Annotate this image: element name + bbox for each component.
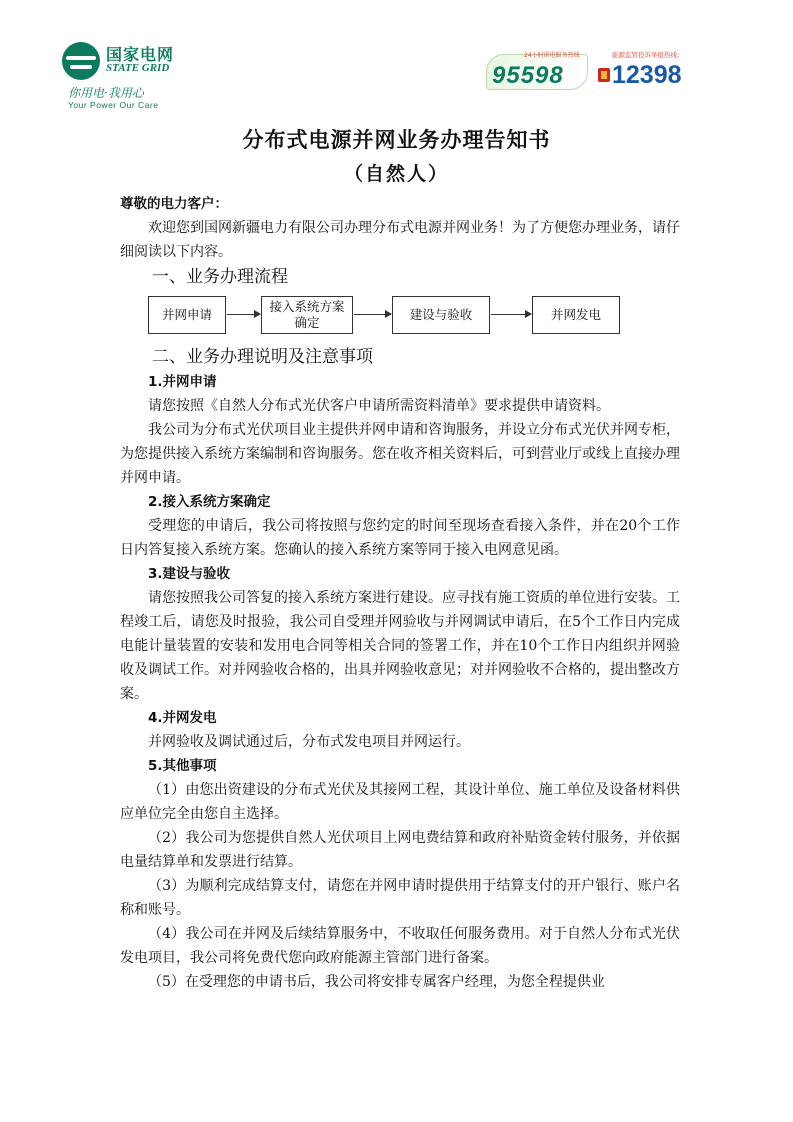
item-4-para-1: 并网验收及调试通过后，分布式发电项目并网运行。 (148, 734, 470, 750)
document-subtitle: （自然人） (343, 163, 449, 185)
intro-paragraph: 欢迎您到国网新疆电力有限公司办理分布式电源并网业务！为了方便您办理业务，请仔细阅读以下内容。 (120, 220, 680, 260)
flow-arrow-3 (491, 314, 531, 315)
item-1-para-2: 我公司为分布式光伏项目业主提供并网申请和咨询服务，并设立分布式光伏并网专柜，为您提供接入系统方案编制和咨询服务。您在收齐相关资料后，可到营业厅或线上直接办理并网申请。 (120, 422, 680, 486)
flow-step-1: 并网申请 (148, 296, 226, 334)
item-5-para-1: （1）由您出资建设的分布式光伏及其接网工程，其设计单位、施工单位及设备材料供应单位完全由您自主选择。 (120, 782, 680, 822)
item-2-para-1: 受理您的申请后，我公司将按照与您约定的时间至现场查看接入条件，并在20个工作日内答复接入系统方案。您确认的接入系统方案等同于接入电网意见函。 (120, 518, 680, 558)
item-3-para-1: 请您按照我公司答复的接入系统方案进行建设。应寻找有施工资质的单位进行安装。工程竣工后，请您及时报验，我公司自受理并网验收与并网调试申请后，在5个工作日内完成电能计量装置的安装和发用电合同等相关合同的签署工作，并在10个工作日内组织并网验收及调试工作。对并网验收合格的，出具并网验收意见；对并网验收不合格的，提出整改方案。 (120, 590, 680, 702)
item-5-para-5: （5）在受理您的申请书后，我公司将安排专属客户经理，为您全程提供业 (148, 974, 605, 990)
item-5-para-4: （4）我公司在并网及后续结算服务中，不收取任何服务费用。对于自然人分布式光伏发电项目，我公司将免费代您向政府能源主管部门进行备案。 (120, 926, 680, 966)
section2-heading: 二、业务办理说明及注意事项 (152, 347, 373, 367)
logo-slogan-en: Your Power Our Care (68, 100, 159, 110)
flow-step-2: 接入系统方案确定 (261, 296, 353, 334)
flow-step-4: 并网发电 (532, 296, 620, 334)
item-5-para-3: （3）为顺利完成结算支付，请您在并网申请时提供用于结算支付的开户银行、账户名称和账号。 (120, 878, 680, 918)
flow-step-3: 建设与验收 (392, 296, 490, 334)
item-1-title: 1.并网申请 (148, 374, 217, 390)
item-4-title: 4.并网发电 (148, 710, 217, 726)
section1-heading: 一、业务办理流程 (152, 267, 288, 287)
hotline1-number: 95598 (492, 62, 564, 89)
logo-cn: 国家电网 (106, 45, 175, 64)
flow-arrow-2 (354, 314, 391, 315)
process-flowchart (148, 292, 620, 340)
page-header (0, 0, 793, 110)
greeting: 尊敬的电力客户： (120, 196, 228, 212)
item-1-para-1: 请您按照《自然人分布式光伏客户申请所需资料清单》要求提供申请资料。 (148, 398, 610, 414)
hotline-12398 (594, 50, 694, 90)
hotline2-number: 12398 (612, 61, 682, 89)
logo-slogan: 你用电·我用心 (68, 86, 144, 100)
hotline1-caption: 24小时供电服务热线 (524, 52, 580, 59)
document-body (120, 192, 680, 994)
document-title: 分布式电源并网业务办理告知书 (242, 128, 551, 152)
item-2-title: 2.接入系统方案确定 (148, 494, 271, 510)
item-5-title: 5.其他事项 (148, 758, 217, 774)
state-grid-logo (62, 38, 202, 108)
energy-regulator-icon (598, 68, 610, 82)
item-5-para-2: （2）我公司为您提供自然人光伏项目上网电费结算和政府补贴资金转付服务，并依据电量结算单和发票进行结算。 (120, 830, 680, 870)
hotline-banner (484, 44, 694, 96)
globe-icon (62, 42, 100, 80)
logo-en: STATE GRID (106, 62, 170, 74)
hotline-95598 (484, 50, 592, 90)
flow-arrow-1 (227, 314, 260, 315)
hotline2-caption: 能源监管投诉举报热线： (612, 51, 684, 59)
item-3-title: 3.建设与验收 (148, 566, 231, 582)
